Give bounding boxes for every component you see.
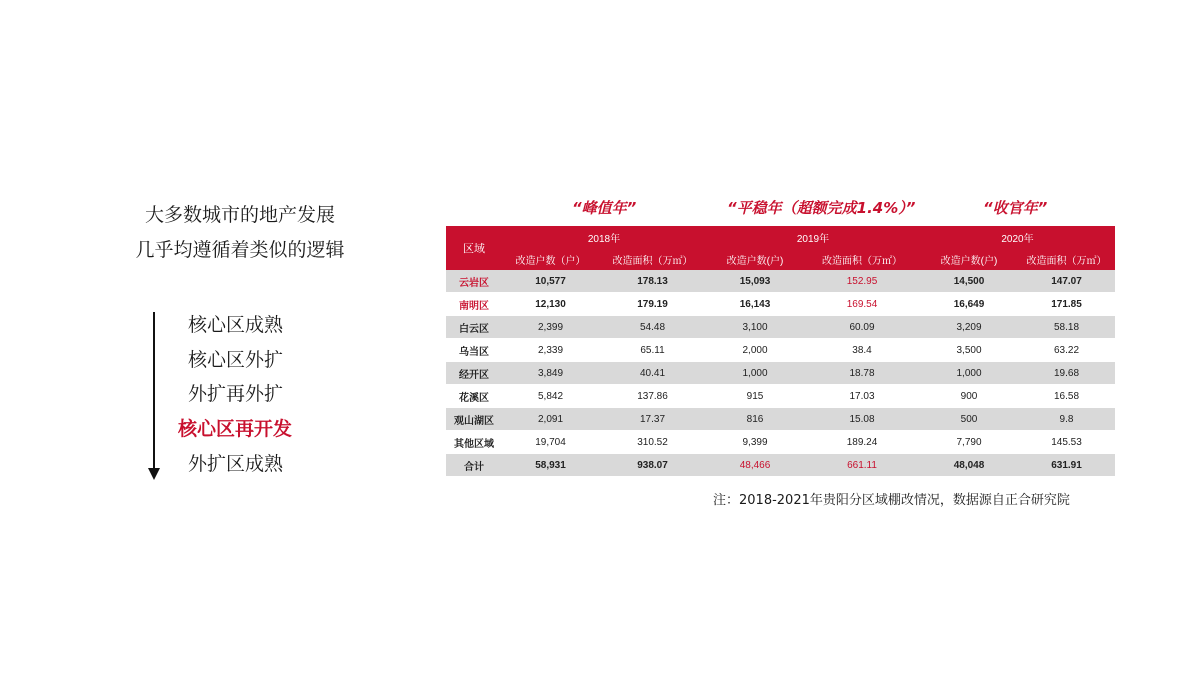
step-item-highlight: 核心区再开发 [178, 418, 293, 440]
phase-label-2020: “收官年” [983, 199, 1048, 217]
table-cell: 17.03 [804, 385, 920, 408]
table-cell: 3,100 [706, 316, 804, 339]
table-cell: 14,500 [920, 270, 1018, 293]
table-cell: 147.07 [1018, 270, 1115, 293]
region-cell: 经开区 [446, 362, 502, 385]
down-arrow-line [153, 312, 155, 472]
column-header: 改造面积（万㎡） [804, 248, 920, 270]
intro-line-2: 几乎均遵循着类似的逻辑 [135, 239, 345, 261]
table-total-row [446, 454, 1115, 477]
table-cell: 3,209 [920, 316, 1018, 339]
table-cell: 54.48 [599, 316, 706, 339]
table-cell: 816 [706, 408, 804, 431]
table-cell: 2,000 [706, 339, 804, 362]
step-item: 核心区成熟 [188, 314, 284, 336]
table-cell: 137.86 [599, 385, 706, 408]
table-row [446, 316, 1115, 339]
table-cell: 500 [920, 408, 1018, 431]
region-cell: 白云区 [446, 316, 502, 339]
table-cell: 63.22 [1018, 339, 1115, 362]
table-cell: 310.52 [599, 431, 706, 454]
table-cell: 9,399 [706, 431, 804, 454]
region-cell: 花溪区 [446, 385, 502, 408]
table-cell: 19,704 [502, 431, 599, 454]
renovation-table [446, 226, 1115, 477]
year-header: 2020年 [920, 226, 1115, 248]
step-item: 核心区外扩 [188, 349, 284, 371]
table-cell: 48,466 [706, 454, 804, 477]
table-cell: 5,842 [502, 385, 599, 408]
table-row [446, 293, 1115, 316]
table-row [446, 385, 1115, 408]
table-cell: 10,577 [502, 270, 599, 293]
table-cell: 18.78 [804, 362, 920, 385]
table-cell: 661.11 [804, 454, 920, 477]
table-cell: 60.09 [804, 316, 920, 339]
table-cell: 40.41 [599, 362, 706, 385]
table-cell: 48,048 [920, 454, 1018, 477]
column-header: 改造户数（户） [502, 248, 599, 270]
table-cell: 178.13 [599, 270, 706, 293]
table-cell: 171.85 [1018, 293, 1115, 316]
table-cell: 38.4 [804, 339, 920, 362]
source-note: 注：2018-2021年贵阳分区域棚改情况，数据源自正合研究院 [713, 493, 1070, 508]
table-header-row [446, 226, 1115, 248]
table-cell: 189.24 [804, 431, 920, 454]
table-subheader-row [446, 248, 1115, 270]
region-cell: 云岩区 [446, 270, 502, 293]
table-cell: 19.68 [1018, 362, 1115, 385]
table-cell: 58.18 [1018, 316, 1115, 339]
table-cell: 58,931 [502, 454, 599, 477]
region-cell: 观山湖区 [446, 408, 502, 431]
step-item: 外扩再外扩 [188, 383, 284, 405]
region-cell: 乌当区 [446, 339, 502, 362]
table-cell: 16,143 [706, 293, 804, 316]
table-row [446, 339, 1115, 362]
table-cell: 3,500 [920, 339, 1018, 362]
table-cell: 12,130 [502, 293, 599, 316]
table-cell: 938.07 [599, 454, 706, 477]
table-cell: 2,399 [502, 316, 599, 339]
table-cell: 900 [920, 385, 1018, 408]
table-cell: 2,339 [502, 339, 599, 362]
table-cell: 915 [706, 385, 804, 408]
table-cell: 169.54 [804, 293, 920, 316]
step-item: 外扩区成熟 [188, 453, 284, 475]
table-cell: 152.95 [804, 270, 920, 293]
table-row [446, 362, 1115, 385]
table-cell: 9.8 [1018, 408, 1115, 431]
intro-line-1: 大多数城市的地产发展 [144, 204, 335, 226]
table-cell: 16,649 [920, 293, 1018, 316]
column-header: 改造面积（万㎡） [1018, 248, 1115, 270]
table-cell: 145.53 [1018, 431, 1115, 454]
intro-text [110, 198, 370, 268]
table-row [446, 270, 1115, 293]
table-cell: 179.19 [599, 293, 706, 316]
region-cell: 其他区域 [446, 431, 502, 454]
column-header: 改造户数(户) [706, 248, 804, 270]
table-cell: 2,091 [502, 408, 599, 431]
table-cell: 15,093 [706, 270, 804, 293]
region-cell: 南明区 [446, 293, 502, 316]
column-header: 改造户数(户) [920, 248, 1018, 270]
table-cell: 1,000 [920, 362, 1018, 385]
table-cell: 7,790 [920, 431, 1018, 454]
phase-label-2018: “峰值年” [572, 199, 637, 217]
column-header: 改造面积（万㎡） [599, 248, 706, 270]
table-cell: 17.37 [599, 408, 706, 431]
table-cell: 3,849 [502, 362, 599, 385]
left-panel [110, 198, 370, 475]
table-row [446, 431, 1115, 454]
table-cell: 1,000 [706, 362, 804, 385]
table-row [446, 408, 1115, 431]
table-cell: 16.58 [1018, 385, 1115, 408]
phase-label-2019: “平稳年（超额完成1.4%）” [727, 199, 916, 217]
table-cell: 631.91 [1018, 454, 1115, 477]
down-arrow-icon [148, 468, 160, 480]
region-cell: 合计 [446, 454, 502, 477]
region-header: 区域 [446, 226, 502, 270]
table-cell: 65.11 [599, 339, 706, 362]
development-steps [150, 310, 350, 480]
year-header: 2019年 [706, 226, 920, 248]
year-header: 2018年 [502, 226, 706, 248]
table-cell: 15.08 [804, 408, 920, 431]
